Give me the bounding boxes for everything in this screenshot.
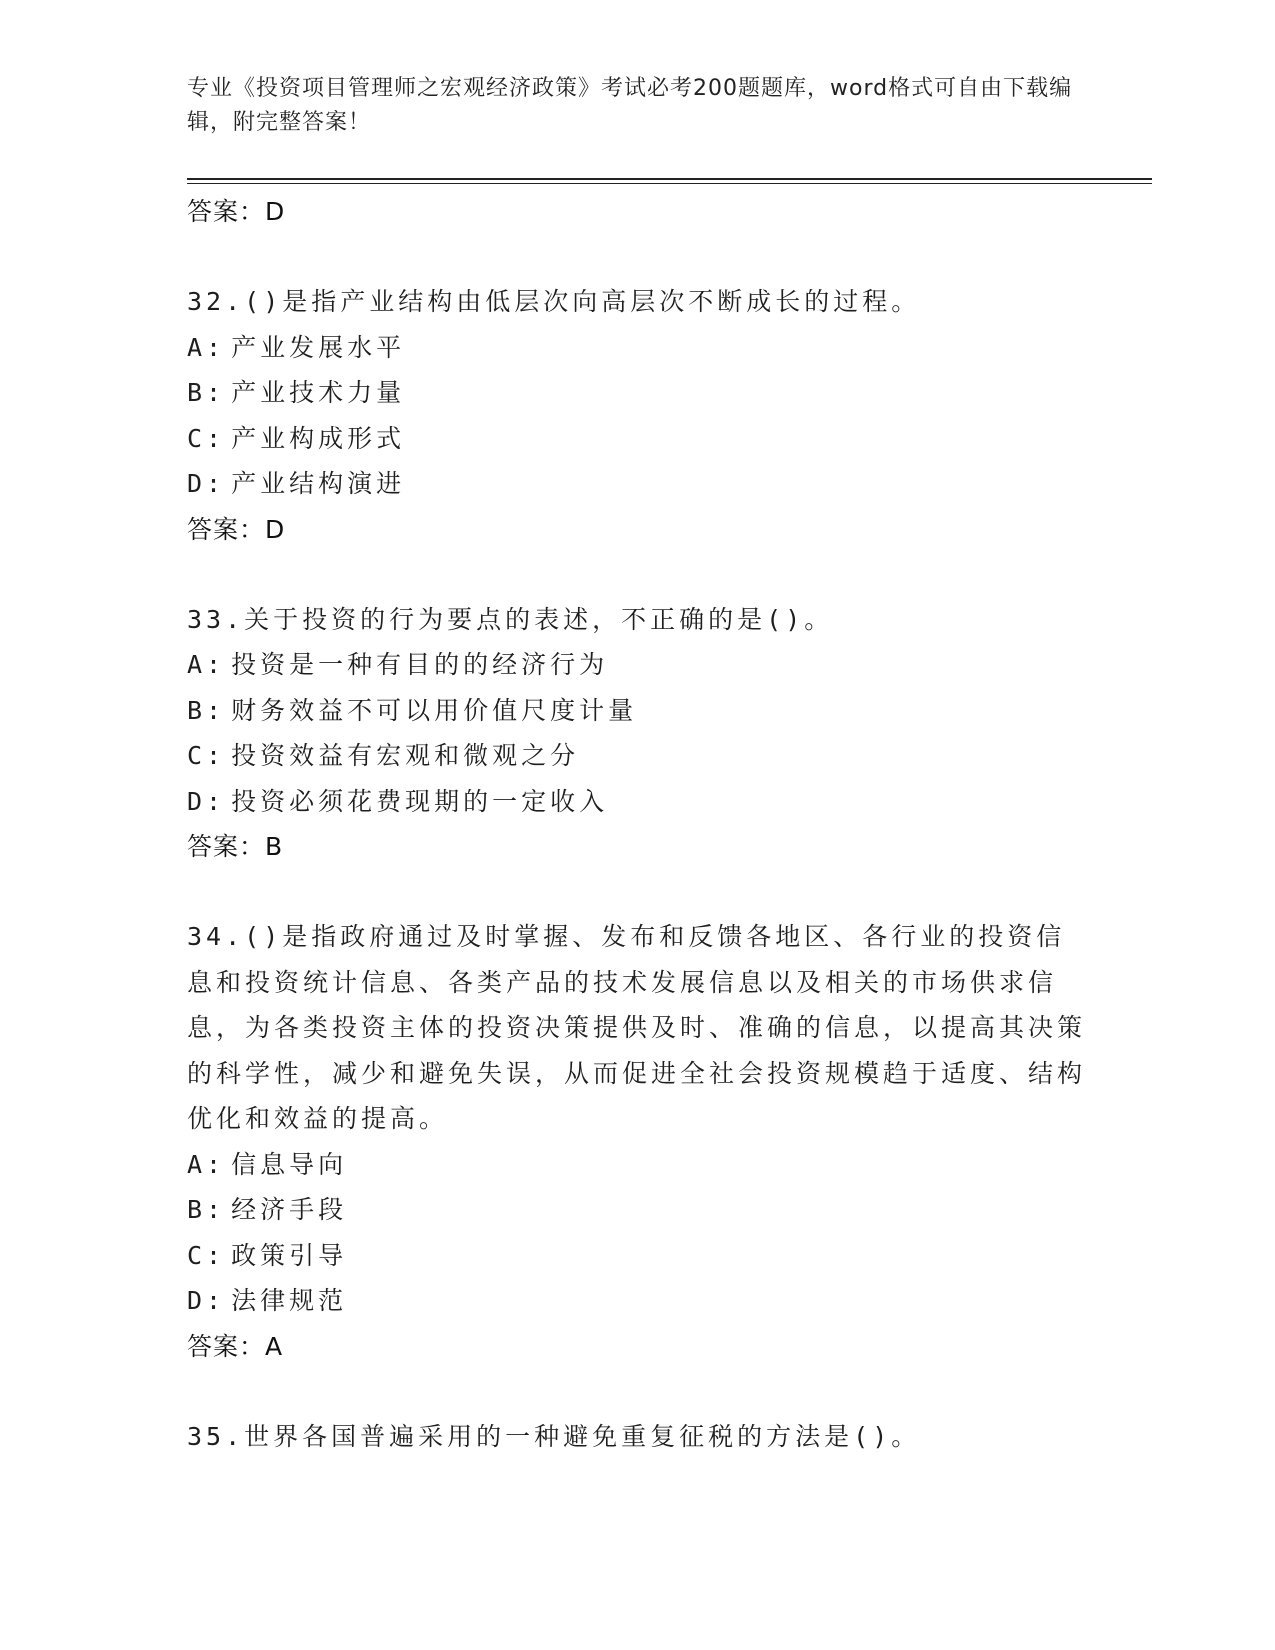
option-key: C: (187, 423, 226, 453)
answer-value: D (265, 197, 286, 226)
option-key: D: (187, 1286, 226, 1315)
option-c (187, 733, 1087, 779)
option-b (187, 1187, 1087, 1233)
option-b (187, 370, 1087, 416)
option-text: 投资效益有宏观和微观之分 (231, 741, 580, 770)
option-key: B: (187, 1195, 226, 1224)
option-text: 产业发展水平 (231, 332, 406, 362)
answer-line-q33 (187, 824, 1087, 870)
question-33 (187, 597, 1087, 825)
option-d (187, 461, 1087, 507)
option-text: 产业构成形式 (231, 423, 406, 453)
option-key: B: (187, 695, 226, 725)
option-d (187, 1278, 1087, 1324)
answer-label: 答案： (187, 832, 266, 861)
option-text: 投资必须花费现期的一定收入 (231, 786, 609, 816)
option-text: 产业结构演进 (231, 469, 406, 498)
document-header-note: 专业《投资项目管理师之宏观经济政策》考试必考200题题库，word格式可自由下载编辑，附完整答案！ (187, 76, 1073, 135)
option-a (187, 1142, 1087, 1188)
option-key: A: (187, 1149, 226, 1179)
option-text: 财务效益不可以用价值尺度计量 (231, 695, 638, 725)
header-divider-thin (187, 183, 1152, 184)
option-c (187, 416, 1087, 462)
answer-line-q32 (187, 507, 1087, 553)
option-text: 政策引导 (231, 1240, 348, 1270)
option-b (187, 688, 1087, 734)
option-a (187, 325, 1087, 371)
option-key: A: (187, 332, 226, 362)
answer-label: 答案： (187, 514, 266, 544)
answer-value: B (265, 832, 284, 861)
answer-line-q34 (187, 1324, 1087, 1370)
option-key: B: (187, 378, 226, 407)
question-stem: 35.世界各国普遍采用的一种避免重复征税的方法是()。 (187, 1421, 921, 1451)
answer-label: 答案： (187, 197, 266, 226)
question-35 (187, 1414, 1087, 1460)
answer-line-q31 (187, 189, 1087, 235)
question-stem: 33.关于投资的行为要点的表述，不正确的是()。 (187, 604, 834, 634)
option-key: D: (187, 469, 226, 498)
question-spacer (187, 1370, 1087, 1414)
option-text: 信息导向 (231, 1149, 348, 1179)
question-list (187, 189, 1087, 1459)
question-34 (187, 914, 1087, 1324)
option-text: 产业技术力量 (231, 378, 406, 407)
question-spacer (187, 553, 1087, 597)
answer-value: A (265, 1331, 284, 1361)
option-c (187, 1233, 1087, 1279)
option-text: 法律规范 (231, 1286, 348, 1315)
option-key: A: (187, 650, 226, 679)
question-spacer (187, 235, 1087, 279)
option-a (187, 642, 1087, 688)
answer-label: 答案： (187, 1331, 266, 1361)
option-key: D: (187, 786, 226, 816)
option-text: 投资是一种有目的的经济行为 (231, 650, 609, 679)
answer-value: D (265, 514, 286, 544)
question-stem: 32.()是指产业结构由低层次向高层次不断成长的过程。 (187, 287, 921, 316)
question-spacer (187, 870, 1087, 914)
option-text: 经济手段 (231, 1195, 348, 1224)
header-divider-thick (187, 178, 1152, 180)
option-d (187, 779, 1087, 825)
option-key: C: (187, 1240, 226, 1270)
question-stem: 34.()是指政府通过及时掌握、发布和反馈各地区、各行业的投资信息和投资统计信息、各类产品的技术发展信息以及相关的市场供求信息，为各类投资主体的投资决策提供及时、准确的信息，以提高其决策的科学性，减少和避免失误，从而促进全社会投资规模趋于适度、结构优化和效益的提高。 (187, 922, 1087, 1133)
option-key: C: (187, 741, 226, 770)
question-32 (187, 279, 1087, 507)
